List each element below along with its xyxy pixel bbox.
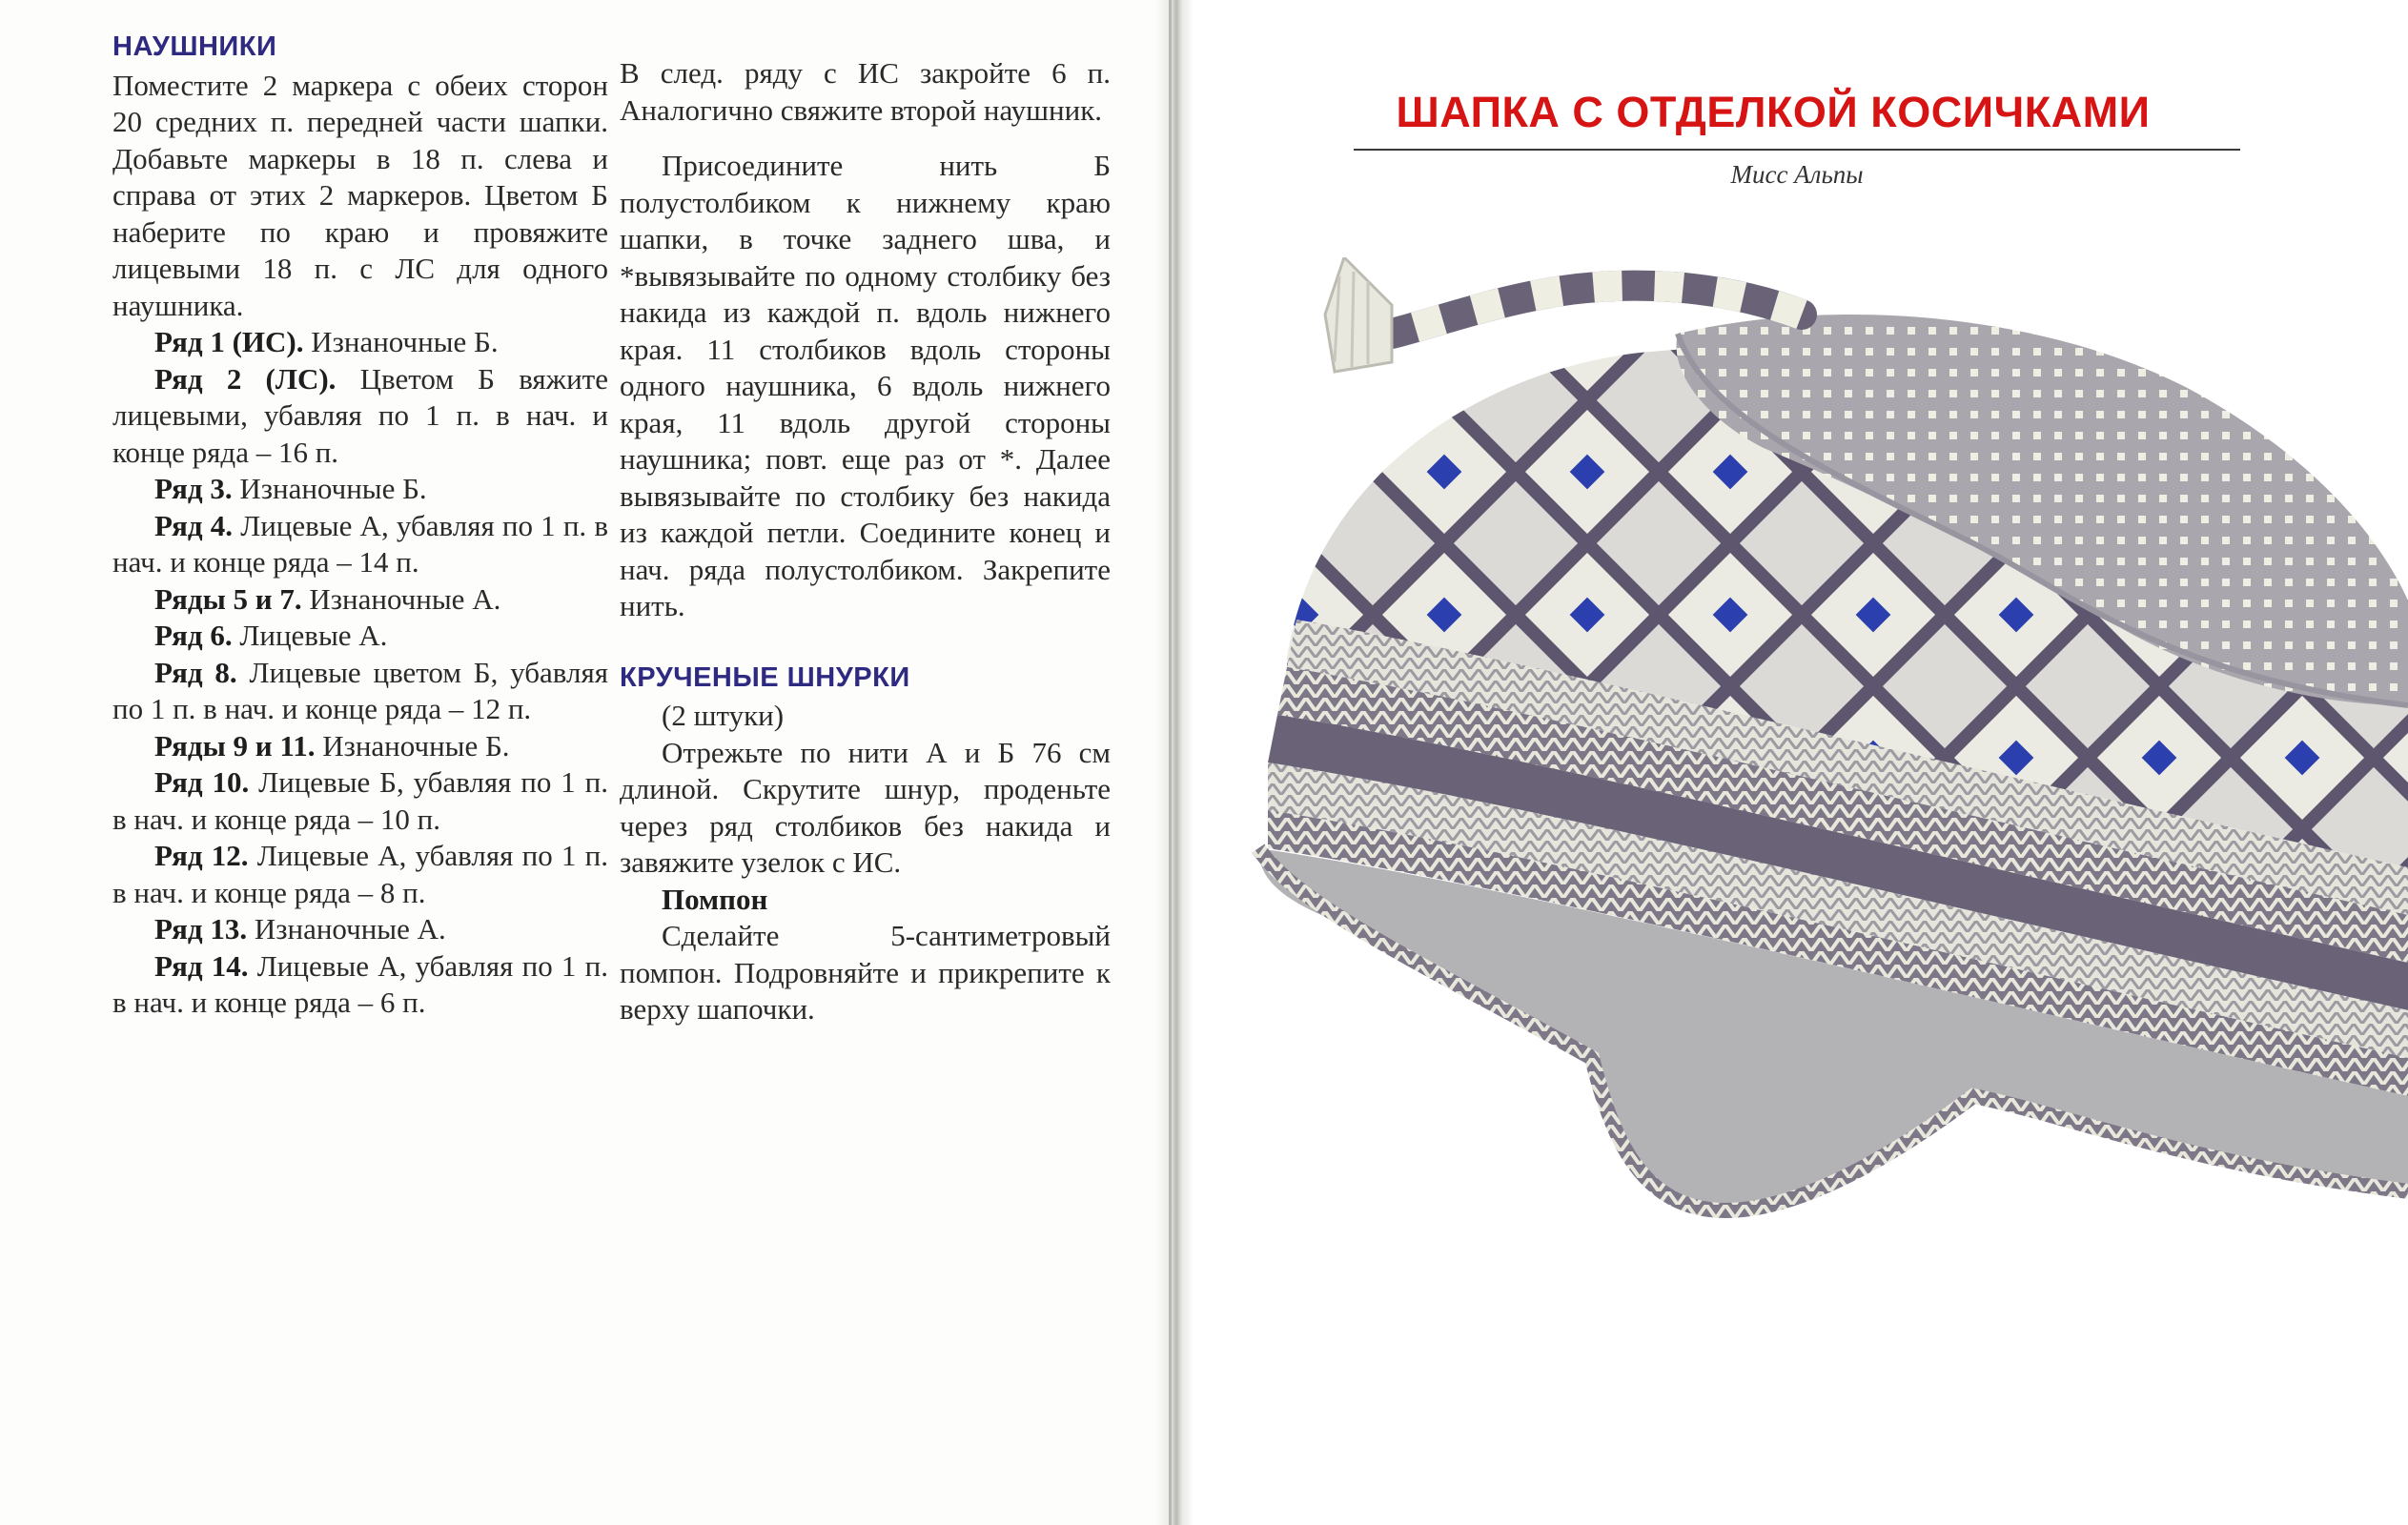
row-8: Ряд 8. Лицевые цветом Б, убавляя по 1 п. в нач. и конце ряда – 12 п.: [112, 655, 608, 725]
row-14: Ряд 14. Лицевые А, убавляя по 1 п. в нач. и конце ряда – 6 п.: [112, 948, 608, 1019]
cords-text: Отрежьте по нити А и Б 76 см длиной. Скрутите шнур, проденьте через ряд столбиков без накида и завяжите узелок с ИС.: [620, 735, 1111, 879]
title-divider: [1354, 149, 2240, 151]
book-spine: [1155, 0, 1194, 1525]
pattern-byline: Мисс Альпы: [1730, 160, 1864, 189]
knitted-hat-photo: [1230, 257, 2408, 1268]
edging-text: Присоедините нить Б полустолбиком к нижнему краю шапки, в точке заднего шва, и *вывязывайте по одному столбику без накида из каждой п. вдоль нижнего края. 11 столбиков вдоль стороны одного наушника, 6 вдоль нижнего края, 11 вдоль другой стороны наушника; повт. еще раз от *. Далее вывязывайте по столбику без накида из каждой петли. Соедините конец и нач. ряда полустолбиком. Закрепите нить.: [620, 149, 1111, 622]
pompom-text: Сделайте 5-сантиметровый помпон. Подровняйте и прикрепите к верху шапочки.: [620, 919, 1111, 1026]
row-3: Ряд 3. Изнаночные Б.: [154, 472, 427, 505]
text-column-right: [620, 55, 1111, 1028]
earflaps-heading: НАУШНИКИ: [112, 31, 277, 62]
tassel: [1325, 257, 1392, 372]
cords-heading: КРУЧЕНЫЕ ШНУРКИ: [620, 661, 910, 693]
spine-fold: [1169, 0, 1172, 1525]
row-12: Ряд 12. Лицевые А, убавляя по 1 п. в нач. и конце ряда – 8 п.: [112, 839, 608, 909]
rows-9-11: Ряды 9 и 11. Изнаночные Б.: [154, 728, 510, 762]
text-column-left: [112, 29, 608, 1022]
row-10: Ряд 10. Лицевые Б, убавляя по 1 п. в нач. и конце ряда – 10 п.: [112, 765, 608, 836]
pompom-heading: Помпон: [662, 882, 768, 916]
row-2: Ряд 2 (ЛС). Цветом Б вяжите лицевыми, убавляя по 1 п. в нач. и конце ряда – 16 п.: [112, 361, 608, 469]
rows-5-7: Ряды 5 и 7. Изнаночные А.: [154, 581, 501, 616]
row-13: Ряд 13. Изнаночные А.: [154, 912, 446, 946]
cords-count: (2 штуки): [662, 699, 785, 732]
earflaps-intro: Поместите 2 маркера с обеих сторон 20 средних п. передней части шапки. Добавьте маркеры в 18 п. слева и справа от этих 2 маркеров. Цветом Б наберите по краю и провяжите лицевыми 18 п. с ЛС для одного наушника.: [112, 68, 608, 322]
earflap-finish-text: В след. ряду с ИС закройте 6 п. Аналогично свяжите второй наушник.: [620, 56, 1111, 127]
row-1: Ряд 1 (ИС). Изнаночные Б.: [154, 325, 499, 358]
row-4: Ряд 4. Лицевые А, убавляя по 1 п. в нач. и конце ряда – 14 п.: [112, 508, 608, 579]
row-6: Ряд 6. Лицевые А.: [154, 619, 388, 652]
pattern-title: ШАПКА С ОТДЕЛКОЙ КОСИЧКАМИ: [1396, 88, 2151, 136]
